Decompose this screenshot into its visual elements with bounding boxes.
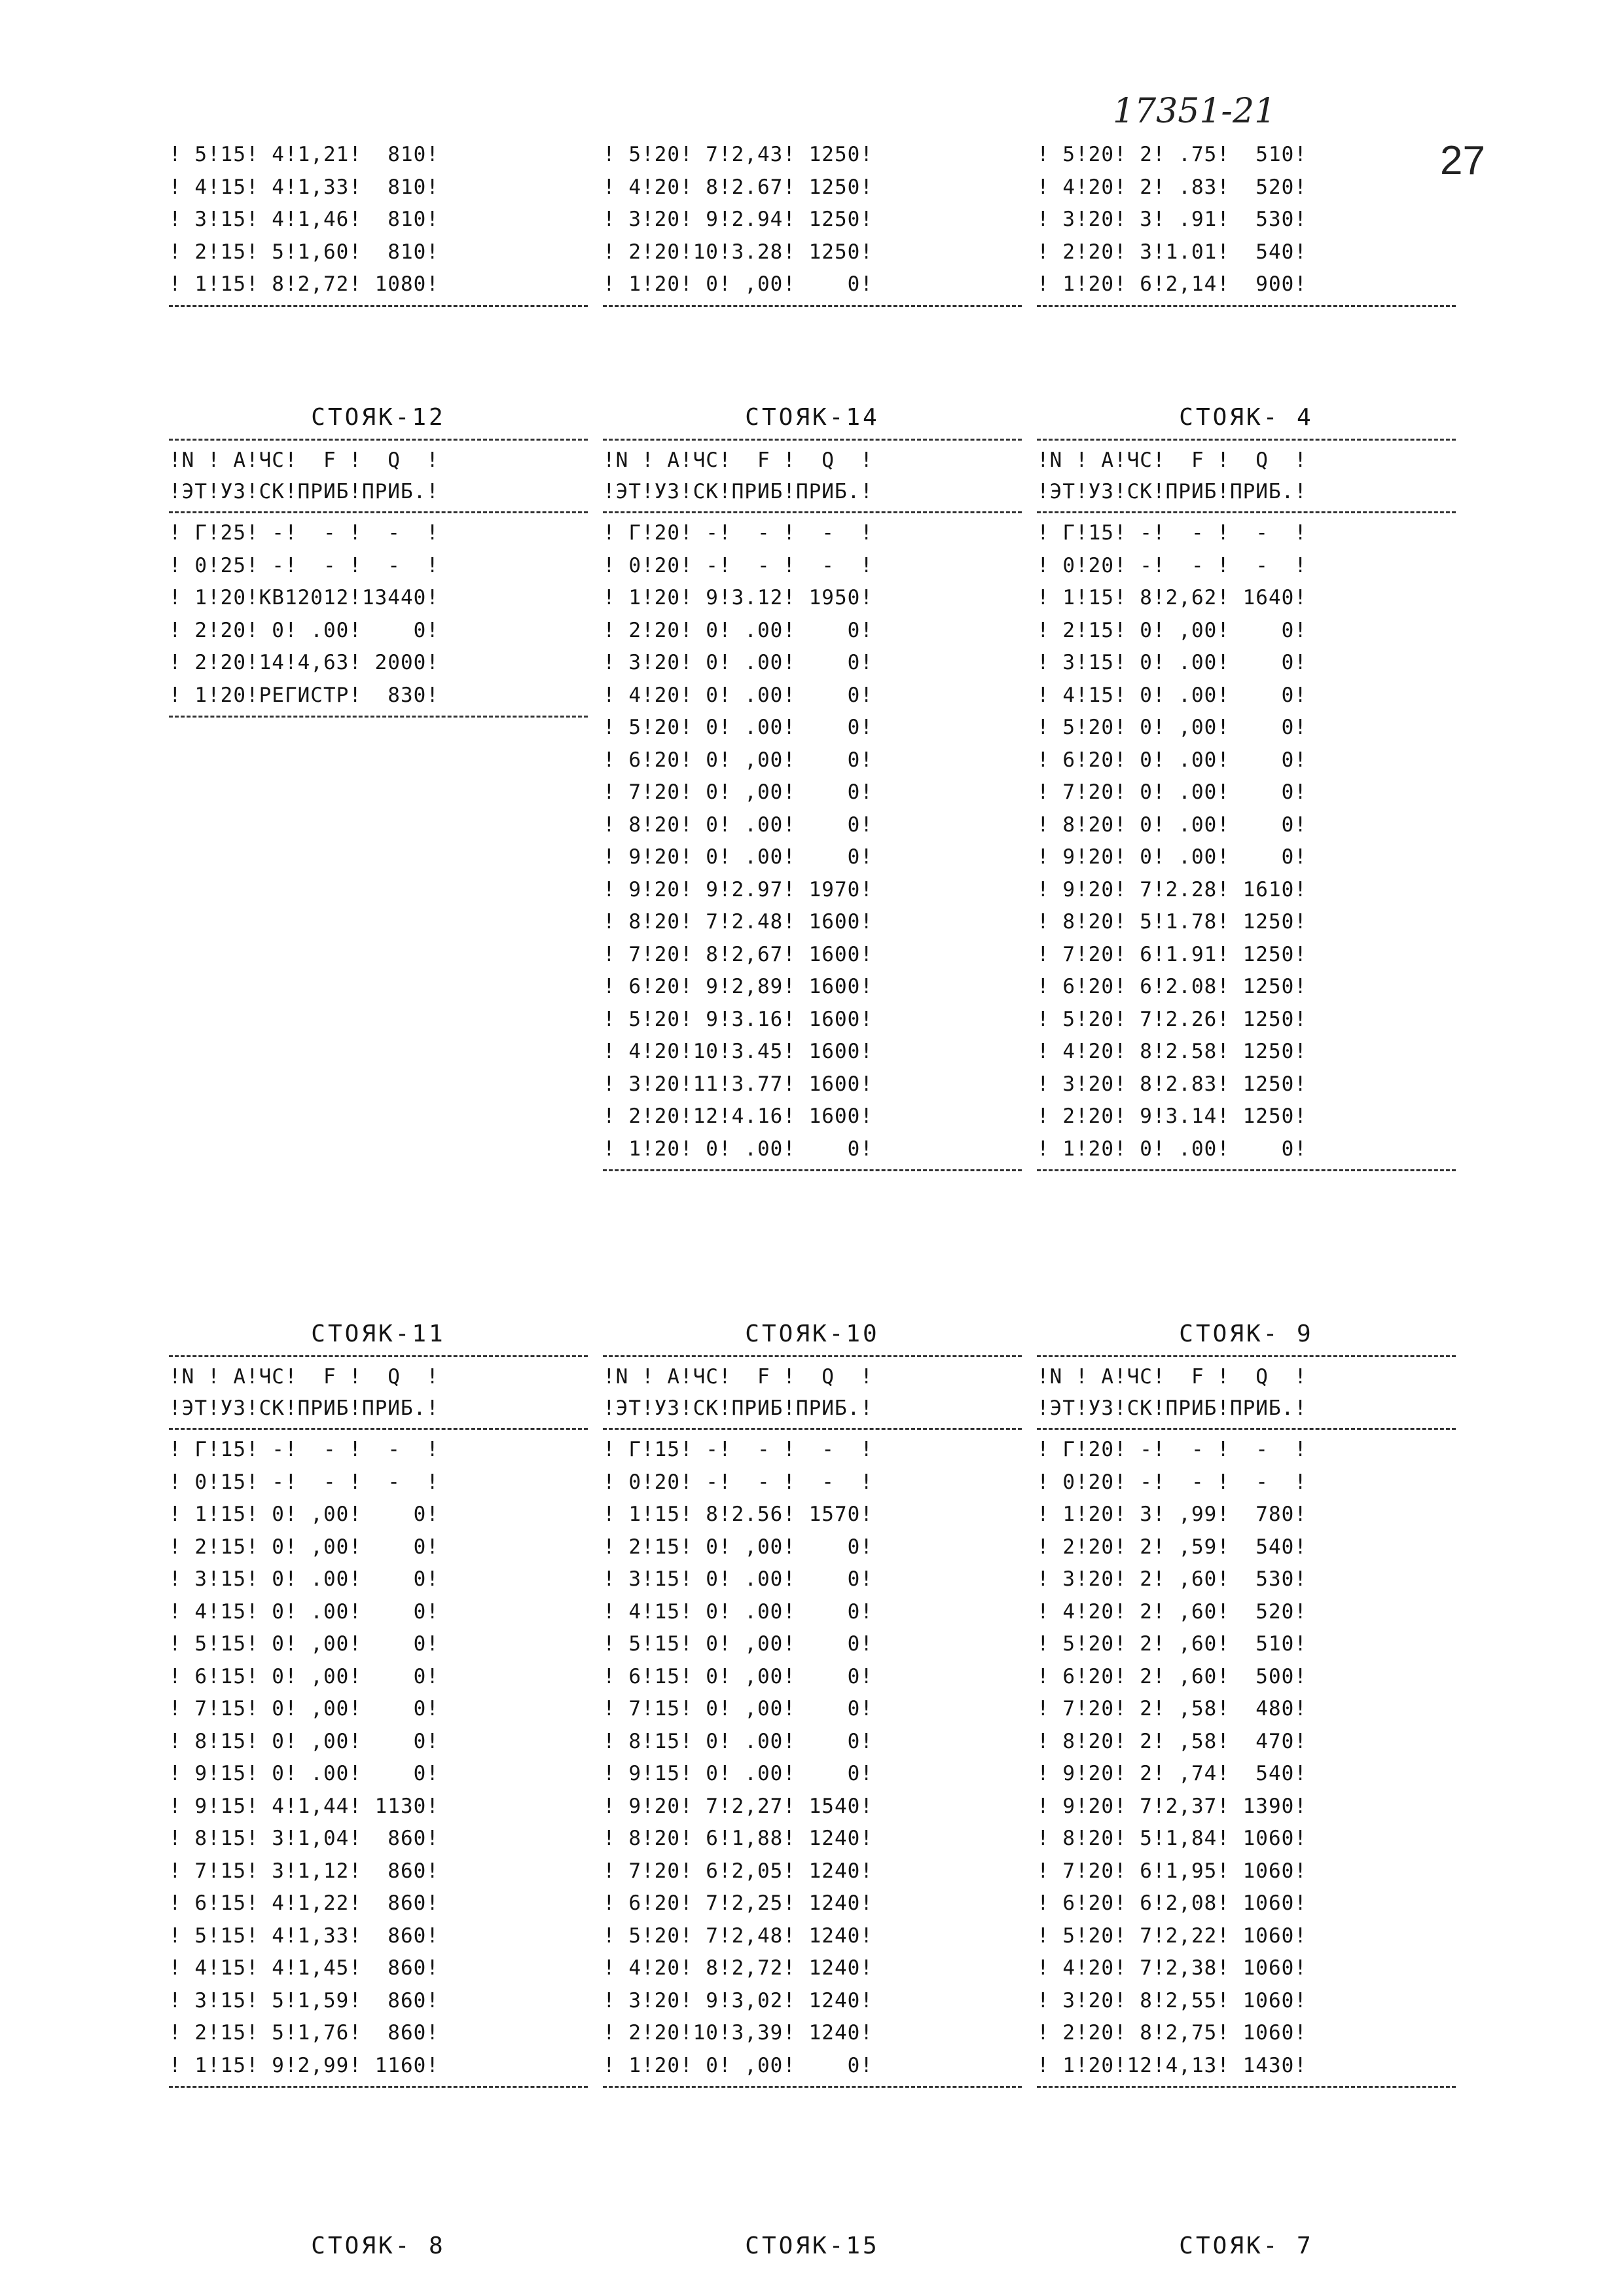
table-row: ! Г!15! -! - ! - ! <box>169 1438 439 1461</box>
table-row: ! 0!20! -! - ! - ! <box>1037 1470 1307 1494</box>
table-row: ! 2!20! 2! ,59! 540! <box>1037 1535 1307 1559</box>
table-row: ! 9!15! 0! .00! 0! <box>603 1762 873 1785</box>
table-row: ! 9!20! 9!2.97! 1970! <box>603 877 873 902</box>
table-row: ! 5!20! 7!2,48! 1240! <box>603 1923 873 1948</box>
table-row: ! 4!20! 8!2.67! 1250! <box>603 175 873 199</box>
table-row: ! 2!15! 0! ,00! 0! <box>603 1535 873 1559</box>
table-row: ! 2!20! 0! .00! 0! <box>603 618 873 642</box>
divider <box>603 2086 1022 2088</box>
table-header-line-2: !ЭТ!УЗ!СК!ПРИБ!ПРИБ.! <box>603 480 873 503</box>
table-row: ! 6!20! 7!2,25! 1240! <box>603 1891 873 1915</box>
table-header-line-1: !N ! А!ЧС! F ! Q ! <box>169 1365 439 1389</box>
handwritten-note: 17351-21 <box>1113 92 1276 131</box>
table-row: ! 3!15! 0! .00! 0! <box>169 1567 439 1591</box>
table-title: СТОЯК- 4 <box>1179 404 1314 431</box>
riser-table-11 <box>169 1317 588 2092</box>
divider <box>1037 439 1456 441</box>
table-row: ! 3!15! 0! .00! 0! <box>1037 651 1307 674</box>
table-row: ! 7!20! 2! ,58! 480! <box>1037 1697 1307 1721</box>
table-row: ! Г!15! -! - ! - ! <box>1037 521 1307 545</box>
table-row: ! 9!15! 0! .00! 0! <box>169 1762 439 1785</box>
table-row: ! 8!20! 7!2.48! 1600! <box>603 910 873 934</box>
riser-table-12 <box>169 401 588 721</box>
table-row: ! 3!20! 3! .91! 530! <box>1037 208 1307 231</box>
table-row: ! 9!20! 0! .00! 0! <box>1037 845 1307 869</box>
table-row: ! 9!20! 7!2,27! 1540! <box>603 1794 873 1818</box>
divider <box>603 1355 1022 1357</box>
table-row: ! 7!15! 0! ,00! 0! <box>169 1697 439 1721</box>
table-row: ! 7!20! 0! .00! 0! <box>1037 780 1307 804</box>
table-row: ! 5!15! 4!1,21! 810! <box>169 143 439 166</box>
table-row: ! 7!20! 0! ,00! 0! <box>603 780 873 804</box>
table-title: СТОЯК-11 <box>311 1321 446 1347</box>
divider <box>1037 2086 1456 2088</box>
table-row: ! 5!20! 2! ,60! 510! <box>1037 1632 1307 1656</box>
table-row: ! 2!20!12!4.16! 1600! <box>603 1104 873 1128</box>
table-body <box>169 517 588 712</box>
table-row: ! 8!15! 3!1,04! 860! <box>169 1827 439 1850</box>
table-row: ! 4!20! 0! .00! 0! <box>603 683 873 707</box>
table-header-line-2: !ЭТ!УЗ!СК!ПРИБ!ПРИБ.! <box>603 1396 873 1420</box>
table-body <box>603 517 1022 1165</box>
page-number: 27 <box>1440 138 1485 183</box>
table-row: ! 1!20! 0! .00! 0! <box>603 1137 873 1161</box>
divider <box>1037 511 1456 513</box>
table-row: ! 4!15! 4!1,45! 860! <box>169 1956 439 1980</box>
divider <box>169 1355 588 1357</box>
table-header-line-2: !ЭТ!УЗ!СК!ПРИБ!ПРИБ.! <box>1037 480 1307 503</box>
table-title: СТОЯК-12 <box>311 404 446 431</box>
table-row: ! 1!20!РЕГИСТР! 830! <box>169 683 439 707</box>
table-row: ! 4!15! 0! .00! 0! <box>1037 683 1307 707</box>
table-row: ! 6!20! 0! .00! 0! <box>1037 748 1307 772</box>
table-row: ! 6!15! 4!1,22! 860! <box>169 1891 439 1915</box>
table-body <box>1037 1434 1456 2082</box>
table-title: СТОЯК- 9 <box>1179 1321 1314 1347</box>
table-row: ! 7!20! 6!1.91! 1250! <box>1037 942 1307 966</box>
table-row: ! 2!15! 5!1,60! 810! <box>169 240 439 264</box>
table-row: ! Г!20! -! - ! - ! <box>1037 1438 1307 1461</box>
table-row: ! 8!20! 0! .00! 0! <box>1037 812 1307 837</box>
riser-table-14 <box>603 401 1022 1175</box>
table-row: ! 1!20! 0! ,00! 0! <box>603 272 873 296</box>
table-row: ! 3!20! 9!3,02! 1240! <box>603 1988 873 2013</box>
table-header-line-1: !N ! А!ЧС! F ! Q ! <box>1037 448 1307 472</box>
table-row: ! 5!20! 0! ,00! 0! <box>1037 716 1307 739</box>
table-header-line-1: !N ! А!ЧС! F ! Q ! <box>1037 1365 1307 1389</box>
divider <box>603 1428 1022 1430</box>
divider <box>603 511 1022 513</box>
table-row: ! 3!20! 8!2.83! 1250! <box>1037 1072 1307 1096</box>
divider <box>603 1169 1022 1171</box>
table-row: ! 2!20! 8!2,75! 1060! <box>1037 2021 1307 2045</box>
table-title: СТОЯК-14 <box>745 404 880 431</box>
table-row: ! 2!20! 3!1.01! 540! <box>1037 240 1307 264</box>
table-row: ! 3!15! 4!1,46! 810! <box>169 208 439 231</box>
table-row: ! 5!20! 2! .75! 510! <box>1037 143 1307 166</box>
table-row: ! 7!20! 6!2,05! 1240! <box>603 1859 873 1883</box>
table-row: ! 2!20!10!3.28! 1250! <box>603 240 873 264</box>
table-row: ! 4!20! 2! .83! 520! <box>1037 175 1307 199</box>
table-row: ! 6!20! 9!2,89! 1600! <box>603 975 873 998</box>
table-row: ! 1!20! 3! ,99! 780! <box>1037 1503 1307 1526</box>
table-row: ! 1!20! 0! .00! 0! <box>1037 1137 1307 1161</box>
table-row: ! 7!15! 3!1,12! 860! <box>169 1859 439 1883</box>
table-row: ! 5!20! 9!3.16! 1600! <box>603 1007 873 1031</box>
table-row: ! 3!20!11!3.77! 1600! <box>603 1072 873 1096</box>
table-row: ! 0!20! -! - ! - ! <box>603 553 873 577</box>
table-row: ! 1!20! 6!2,14! 900! <box>1037 272 1307 296</box>
table-row: ! 3!20! 0! .00! 0! <box>603 651 873 674</box>
table-row: ! 1!15! 9!2,99! 1160! <box>169 2053 439 2077</box>
table-row: ! 1!20!12!4,13! 1430! <box>1037 2053 1307 2077</box>
table-row: ! 4!20! 8!2.58! 1250! <box>1037 1040 1307 1063</box>
table-row: ! 3!15! 5!1,59! 860! <box>169 1988 439 2013</box>
table-row: ! 4!15! 4!1,33! 810! <box>169 175 439 199</box>
table-row: ! 0!20! -! - ! - ! <box>1037 553 1307 577</box>
table-row: ! 5!20! 7!2,43! 1250! <box>603 143 873 166</box>
table-row: ! 2!20! 9!3.14! 1250! <box>1037 1104 1307 1128</box>
table-row: ! 8!15! 0! ,00! 0! <box>169 1729 439 1753</box>
table-header-line-2: !ЭТ!УЗ!СК!ПРИБ!ПРИБ.! <box>169 480 439 503</box>
table-row: ! 9!20! 7!2.28! 1610! <box>1037 877 1307 902</box>
top-table-left-rows <box>169 139 588 301</box>
table-row: ! 3!15! 0! .00! 0! <box>603 1567 873 1591</box>
table-row: ! 8!15! 0! .00! 0! <box>603 1729 873 1753</box>
table-row: ! Г!25! -! - ! - ! <box>169 521 439 545</box>
table-row: ! 2!15! 0! ,00! 0! <box>1037 618 1307 642</box>
table-row: ! 1!15! 8!2,62! 1640! <box>1037 586 1307 610</box>
table-row: ! 6!20! 0! ,00! 0! <box>603 748 873 772</box>
table-row: ! 0!20! -! - ! - ! <box>603 1470 873 1494</box>
table-header-line-1: !N ! А!ЧС! F ! Q ! <box>603 1365 873 1389</box>
divider <box>169 2086 588 2088</box>
next-table-title-15: СТОЯК-15 <box>745 2232 880 2259</box>
table-row: ! Г!20! -! - ! - ! <box>603 521 873 545</box>
table-row: ! 1!20! 9!3.12! 1950! <box>603 586 873 610</box>
table-body <box>169 1434 588 2082</box>
table-row: ! 9!20! 7!2,37! 1390! <box>1037 1794 1307 1818</box>
table-row: ! 1!20! 0! ,00! 0! <box>603 2053 873 2077</box>
riser-table-9 <box>1037 1317 1456 2092</box>
table-row: ! 7!20! 8!2,67! 1600! <box>603 942 873 966</box>
top-table-middle-rows <box>603 139 1022 301</box>
divider <box>1037 1355 1456 1357</box>
table-row: ! 9!20! 2! ,74! 540! <box>1037 1762 1307 1785</box>
table-row: ! 0!25! -! - ! - ! <box>169 553 439 577</box>
table-header-line-2: !ЭТ!УЗ!СК!ПРИБ!ПРИБ.! <box>169 1396 439 1420</box>
table-row: ! 5!15! 4!1,33! 860! <box>169 1923 439 1948</box>
divider <box>1037 305 1456 307</box>
table-row: ! 6!20! 2! ,60! 500! <box>1037 1664 1307 1688</box>
table-row: ! 5!20! 7!2.26! 1250! <box>1037 1007 1307 1031</box>
table-row: ! 4!15! 0! .00! 0! <box>603 1599 873 1624</box>
table-row: ! 6!15! 0! ,00! 0! <box>603 1664 873 1688</box>
table-row: ! 4!15! 0! .00! 0! <box>169 1599 439 1624</box>
table-row: ! 7!15! 0! ,00! 0! <box>603 1697 873 1721</box>
table-header-line-1: !N ! А!ЧС! F ! Q ! <box>169 448 439 472</box>
table-row: ! 1!15! 8!2.56! 1570! <box>603 1503 873 1526</box>
riser-table-10 <box>603 1317 1022 2092</box>
table-row: ! 4!20! 2! ,60! 520! <box>1037 1599 1307 1624</box>
top-table-right <box>1037 139 1456 311</box>
table-row: ! 6!20! 6!2.08! 1250! <box>1037 975 1307 998</box>
divider <box>169 716 588 718</box>
top-table-right-rows <box>1037 139 1456 301</box>
divider <box>169 1428 588 1430</box>
table-row: ! 4!20! 8!2,72! 1240! <box>603 1956 873 1980</box>
table-row: ! 2!15! 0! ,00! 0! <box>169 1535 439 1559</box>
table-row: ! 4!20! 7!2,38! 1060! <box>1037 1956 1307 1980</box>
table-body <box>1037 517 1456 1165</box>
table-row: ! 1!15! 0! ,00! 0! <box>169 1503 439 1526</box>
table-row: ! 5!20! 7!2,22! 1060! <box>1037 1923 1307 1948</box>
top-table-middle <box>603 139 1022 311</box>
next-table-title-7: СТОЯК- 7 <box>1179 2232 1314 2259</box>
divider <box>1037 1169 1456 1171</box>
table-row: ! 6!20! 6!2,08! 1060! <box>1037 1891 1307 1915</box>
table-row: ! 9!20! 0! .00! 0! <box>603 845 873 869</box>
table-row: ! 6!15! 0! ,00! 0! <box>169 1664 439 1688</box>
table-row: ! 5!15! 0! ,00! 0! <box>603 1632 873 1656</box>
table-row: ! 5!20! 0! .00! 0! <box>603 716 873 739</box>
table-row: ! 2!20!14!4,63! 2000! <box>169 651 439 674</box>
table-row: ! 2!15! 5!1,76! 860! <box>169 2021 439 2045</box>
divider <box>169 305 588 307</box>
table-row: ! 8!20! 2! ,58! 470! <box>1037 1729 1307 1753</box>
divider <box>1037 1428 1456 1430</box>
table-row: ! 0!15! -! - ! - ! <box>169 1470 439 1494</box>
divider <box>603 439 1022 441</box>
table-row: ! 4!20!10!3.45! 1600! <box>603 1040 873 1063</box>
table-header-line-2: !ЭТ!УЗ!СК!ПРИБ!ПРИБ.! <box>1037 1396 1307 1420</box>
table-row: ! 2!20! 0! .00! 0! <box>169 618 439 642</box>
next-table-title-8: СТОЯК- 8 <box>311 2232 446 2259</box>
table-header-line-1: !N ! А!ЧС! F ! Q ! <box>603 448 873 472</box>
divider <box>603 305 1022 307</box>
table-row: ! 8!20! 0! .00! 0! <box>603 812 873 837</box>
top-table-left <box>169 139 588 311</box>
table-row: ! 8!20! 5!1.78! 1250! <box>1037 910 1307 934</box>
riser-table-4 <box>1037 401 1456 1175</box>
table-title: СТОЯК-10 <box>745 1321 880 1347</box>
table-row: ! 3!20! 8!2,55! 1060! <box>1037 1988 1307 2013</box>
divider <box>169 439 588 441</box>
table-row: ! 8!20! 5!1,84! 1060! <box>1037 1827 1307 1850</box>
table-row: ! Г!15! -! - ! - ! <box>603 1438 873 1461</box>
table-row: ! 3!20! 2! ,60! 530! <box>1037 1567 1307 1591</box>
table-row: ! 3!20! 9!2.94! 1250! <box>603 208 873 231</box>
table-row: ! 7!20! 6!1,95! 1060! <box>1037 1859 1307 1883</box>
table-body <box>603 1434 1022 2082</box>
table-row: ! 5!15! 0! ,00! 0! <box>169 1632 439 1656</box>
table-row: ! 1!20!КВ12012!13440! <box>169 586 439 610</box>
table-row: ! 9!15! 4!1,44! 1130! <box>169 1794 439 1818</box>
table-row: ! 8!20! 6!1,88! 1240! <box>603 1827 873 1850</box>
table-row: ! 2!20!10!3,39! 1240! <box>603 2021 873 2045</box>
table-row: ! 1!15! 8!2,72! 1080! <box>169 272 439 296</box>
divider <box>169 511 588 513</box>
